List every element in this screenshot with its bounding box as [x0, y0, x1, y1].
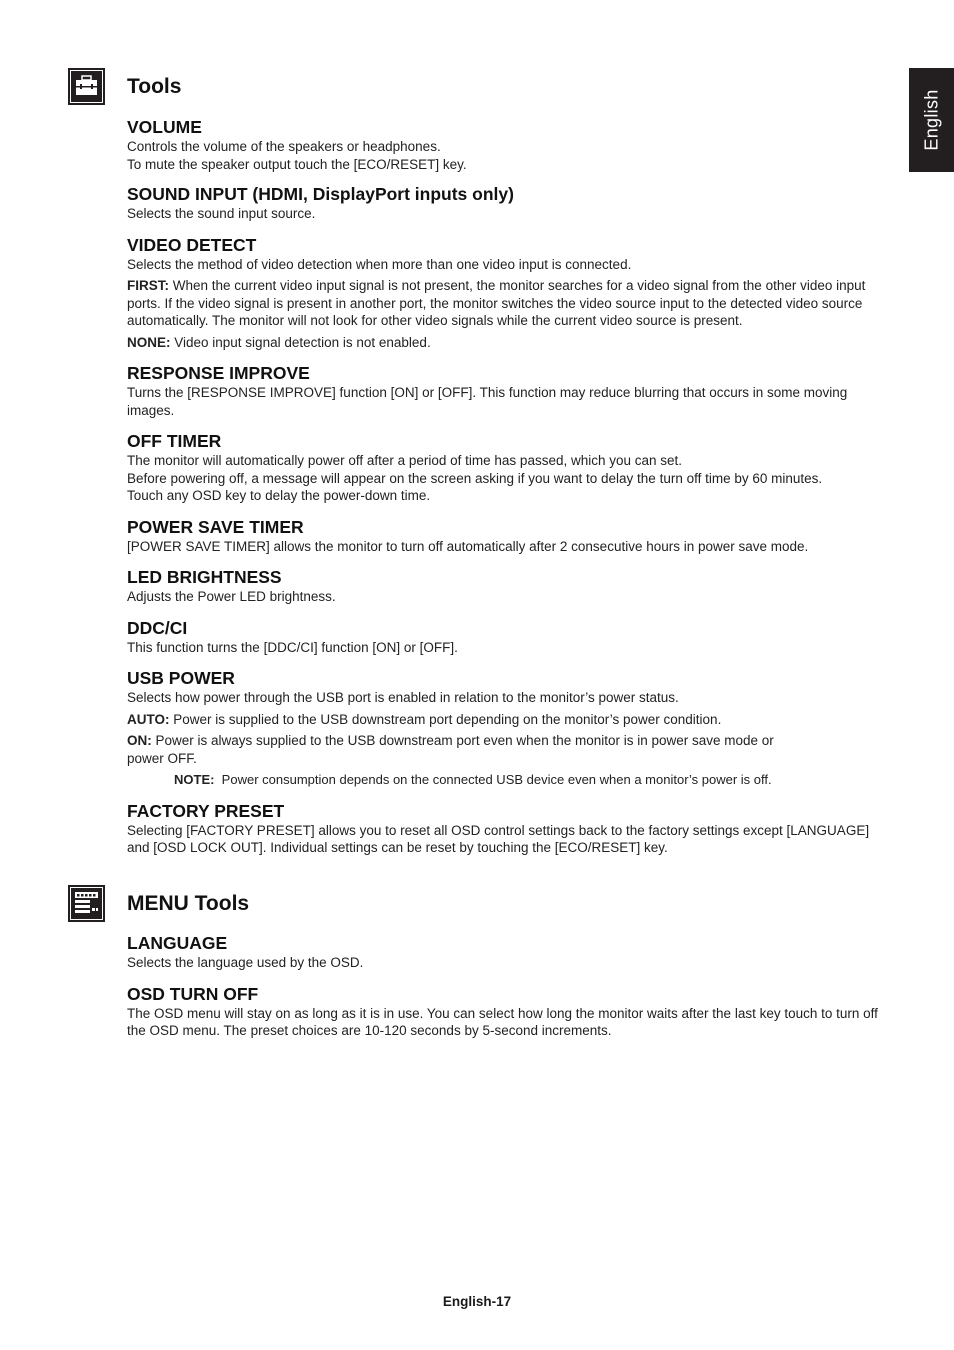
item-usb-power	[127, 668, 887, 789]
item-title: LED BRIGHTNESS	[127, 567, 282, 587]
item-off-timer	[127, 431, 887, 505]
usb-note	[127, 771, 887, 789]
item-title: VIDEO DETECT	[127, 234, 257, 255]
item-volume	[127, 117, 887, 173]
section-title-menu-tools: MENU Tools	[127, 892, 250, 915]
item-text: This function turns the [DDC/CI] function [ON] or [OFF].	[127, 639, 458, 655]
on-option	[127, 732, 887, 750]
option-label: AUTO:	[127, 711, 170, 727]
option-text: When the current video input signal is not present, the monitor searches for a video signal from the other video input ports. If the video signal is present in another port, the monitor switches the video source input to the detected video source automatically. The monitor will not look for other video signals while the current video source is present.	[127, 278, 866, 328]
item-ddc-ci	[127, 618, 887, 657]
item-sound-input	[127, 184, 887, 223]
item-text: Selects the sound input source.	[127, 206, 316, 221]
item-title: RESPONSE IMPROVE	[127, 363, 310, 383]
item-title: SOUND INPUT (HDMI, DisplayPort inputs only)	[127, 184, 514, 204]
item-text: To mute the speaker output touch the [ECO/RESET] key.	[127, 156, 467, 172]
tools-section	[127, 74, 887, 857]
item-text: Turns the [RESPONSE IMPROVE] function [ON] or [OFF]. This function may reduce blurring that occurs in some moving images.	[127, 385, 848, 418]
item-language	[127, 933, 887, 972]
item-title: OFF TIMER	[127, 431, 222, 451]
item-text: Before powering off, a message will appear on the screen asking if you want to delay the turn off time by 60 minutes.	[127, 470, 823, 486]
option-text: Video input signal detection is not enabled.	[170, 334, 431, 350]
option-label: FIRST:	[127, 278, 169, 293]
item-led-brightness	[127, 567, 887, 606]
item-text: Selecting [FACTORY PRESET] allows you to reset all OSD control settings back to the factory settings except [LANGUAGE] and [OSD LOCK OUT]. Individual settings can be reset by touching the [ECO/RESET] key.	[127, 822, 870, 855]
note-text: Power consumption depends on the connected USB device even when a monitor’s power is off.	[214, 772, 772, 787]
item-title: DDC/CI	[127, 617, 188, 638]
item-title: OSD TURN OFF	[127, 983, 259, 1004]
item-title: USB POWER	[127, 668, 235, 688]
language-tab	[909, 68, 954, 172]
auto-option	[127, 711, 887, 729]
option-label: NONE:	[127, 334, 171, 350]
item-text: Controls the volume of the speakers or headphones.	[127, 139, 441, 154]
option-text: Power is always supplied to the USB downstream port even when the monitor is in power save mode or	[151, 733, 774, 748]
item-text: The OSD menu will stay on as long as it is in use. You can select how long the monitor waits after the last key touch to turn off the OSD menu. The preset choices are 10-120 seconds by 5-second increments.	[127, 1005, 878, 1038]
item-text: Touch any OSD key to delay the power-down time.	[127, 488, 431, 503]
note-label: NOTE:	[174, 772, 215, 787]
item-title: FACTORY PRESET	[127, 800, 285, 821]
item-title: VOLUME	[127, 117, 202, 137]
item-text: Selects the language used by the OSD.	[127, 955, 364, 970]
item-response-improve	[127, 363, 887, 419]
item-text: Adjusts the Power LED brightness.	[127, 589, 336, 604]
language-tab-label: English	[921, 89, 941, 151]
on-option-continued: power OFF.	[127, 750, 197, 766]
item-text: [POWER SAVE TIMER] allows the monitor to turn off automatically after 2 consecutive hours in power save mode.	[127, 538, 809, 554]
section-title-tools: Tools	[127, 75, 182, 98]
menu-tools-icon	[68, 885, 105, 922]
toolbox-icon	[68, 68, 105, 105]
item-video-detect	[127, 235, 887, 352]
item-text: Selects the method of video detection when more than one video input is connected.	[127, 256, 632, 272]
item-title: LANGUAGE	[127, 933, 228, 953]
page-number: English-17	[442, 1294, 512, 1309]
option-text: Power is supplied to the USB downstream port depending on the monitor’s power condition.	[169, 711, 722, 727]
menu-tools-section	[127, 891, 887, 1040]
item-osd-turn-off	[127, 984, 887, 1040]
first-option	[127, 277, 887, 330]
item-power-save-timer	[127, 517, 887, 556]
item-text: The monitor will automatically power off after a period of time has passed, which you can set.	[127, 453, 683, 468]
option-label: ON:	[127, 733, 152, 748]
item-factory-preset	[127, 801, 887, 857]
item-text: Selects how power through the USB port is enabled in relation to the monitor’s power status.	[127, 690, 679, 705]
none-option	[127, 334, 887, 352]
item-title: POWER SAVE TIMER	[127, 516, 304, 537]
